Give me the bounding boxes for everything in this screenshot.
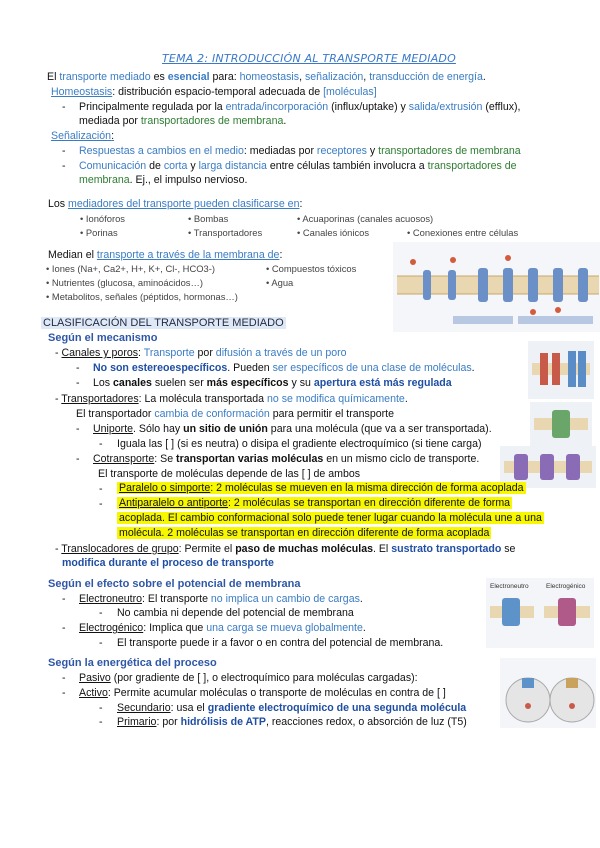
transporter-figure (530, 402, 592, 446)
electrogenico-sub-bullet: - (99, 637, 103, 649)
paralelo-text: Paralelo o simporte: 2 moléculas se mueven en la misma dirección de forma acoplada (119, 482, 524, 494)
senal-bullet-2: - (62, 160, 66, 172)
electroneutro-sub-bullet: - (99, 607, 103, 619)
transportador-line: El transportador cambia de conformación para permitir el transporte (76, 408, 394, 420)
energy-heading: Según la energética del proceso (48, 657, 217, 669)
activo-text: Activo: Permite acumular moléculas o transporte de moléculas en contra de [ ] (79, 687, 446, 699)
primario-text: Primario: por hidrólisis de ATP, reacciones redox, o absorción de luz (T5) (117, 716, 467, 728)
cotransporte-sub: El transporte de moléculas depende de las [ ] de ambos (98, 468, 361, 480)
senal-bullet-2-text: Comunicación de corta y larga distancia entre células también involucra a transportadores de (79, 160, 517, 172)
primario-bullet: - (99, 716, 103, 728)
median-item: • Agua (266, 277, 294, 288)
mediators-heading: Los mediadores del transporte pueden clasificarse en: (48, 198, 303, 210)
homeostasis-line: Homeostasis: distribución espacio-temporal adecuada de [moléculas] (51, 86, 377, 98)
homeostasis-bullet: - (62, 101, 66, 113)
electroneutro-sub-text: No cambia ni depende del potencial de membrana (117, 607, 354, 619)
median-heading: Median el transporte a través de la membrana de: (48, 249, 283, 261)
canales-bullet-2: - (76, 377, 80, 389)
energy-figure (500, 658, 596, 728)
antiparalelo-text-2: acoplada. El cambio conformacional solo puede tener lugar cuando la molécula une a una (119, 512, 542, 524)
median-item: • Compuestos tóxicos (266, 263, 357, 274)
potential-heading: Según el efecto sobre el potencial de membrana (48, 578, 301, 590)
median-item: • Nutrientes (glucosa, aminoácidos…) (46, 277, 203, 288)
median-item: • Iones (Na+, Ca2+, H+, K+, Cl-, HCO3-) (46, 263, 215, 274)
cotransporte-text: Cotransporte: Se transportan varias moléculas en un mismo ciclo de transporte. (93, 453, 480, 465)
canales-line: - Canales y poros: Transporte por difusión a través de un poro (55, 347, 347, 359)
antiparalelo-text: Antiparalelo o antiporte: 2 moléculas se transportan en dirección diferente de forma (119, 497, 511, 509)
translocadores-line: - Translocadores de grupo: Permite el paso de muchas moléculas. El sustrato transportado se (55, 543, 516, 555)
activo-bullet: - (62, 687, 66, 699)
mediator-item: • Transportadores (188, 227, 263, 238)
uniporte-bullet: - (76, 423, 80, 435)
mediator-item: • Ionóforos (80, 213, 125, 224)
intro-line: El transporte mediado es esencial para: homeostasis, señalización, transducción de energía. (47, 71, 486, 83)
canales-bullet-2-text: Los canales suelen ser más específicos y su apertura está más regulada (93, 377, 452, 389)
electrogenico-text: Electrogénico: Implica que una carga se mueva globalmente. (79, 622, 366, 634)
canales-bullet-1: - (76, 362, 80, 374)
electro-figure (486, 578, 594, 648)
mechanism-heading: Según el mecanismo (48, 332, 158, 344)
antiparalelo-text-3: molécula. 2 moléculas se transportan en dirección diferente de forma acoplada (119, 527, 490, 539)
cotransporte-bullet: - (76, 453, 80, 465)
antiparalelo-bullet: - (99, 498, 103, 510)
homeostasis-bullet-text: Principalmente regulada por la entrada/incorporación (influx/uptake) y salida/extrusión (efflux), (79, 101, 521, 113)
senalizacion-label: Señalización: (51, 130, 115, 142)
secundario-text: Secundario: usa el gradiente electroquímico de una segunda molécula (117, 702, 467, 714)
uniporte-text: Uniporte. Sólo hay un sitio de unión para una molécula (que va a ser transportada). (93, 423, 492, 435)
membrane-transport-figure (393, 242, 600, 332)
electrogenico-sub-text: El transporte puede ir a favor o en contra del potencial de membrana. (117, 637, 444, 649)
senal-bullet-2-text-2: membrana. Ej., el impulso nervioso. (79, 174, 248, 186)
pasivo-text: Pasivo (por gradiente de [ ], o electroquímico para moléculas cargadas): (79, 672, 418, 684)
uniporte-sub-bullet: - (99, 438, 103, 450)
electrogenico-label: Electrogénico (546, 583, 586, 590)
channel-figure (528, 341, 594, 399)
mediator-item: • Conexiones entre células (407, 227, 519, 238)
electroneutro-label: Electroneutro (490, 583, 529, 590)
transportadores-line: - Transportadores: La molécula transportada no se modifica químicamente. (55, 393, 408, 405)
electroneutro-bullet: - (62, 593, 66, 605)
classification-heading: CLASIFICACIÓN DEL TRANSPORTE MEDIADO (43, 317, 284, 329)
pasivo-bullet: - (62, 672, 66, 684)
uniporte-sub-text: Iguala las [ ] (si es neutra) o disipa el gradiente electroquímico (si tiene carga) (117, 438, 482, 450)
senal-bullet-1: - (62, 145, 66, 157)
senal-bullet-1-text: Respuestas a cambios en el medio: mediadas por receptores y transportadores de membrana (79, 145, 521, 157)
electroneutro-text: Electroneutro: El transporte no implica un cambio de cargas. (79, 593, 363, 605)
median-item: • Metabolitos, señales (péptidos, hormonas…) (46, 291, 238, 302)
mediator-item: • Porinas (80, 227, 118, 238)
mediator-item: • Acuaporinas (canales acuosos) (297, 213, 434, 224)
secundario-bullet: - (99, 702, 103, 714)
paralelo-bullet: - (99, 483, 103, 495)
canales-bullet-1-text: No son estereoespecíficos. Pueden ser específicos de una clase de moléculas. (93, 362, 475, 374)
electrogenico-bullet: - (62, 622, 66, 634)
mediator-item: • Canales iónicos (297, 227, 370, 238)
homeostasis-bullet-text-2: mediada por transportadores de membrana. (79, 115, 287, 127)
mediator-item: • Bombas (188, 213, 229, 224)
translocadores-line-2: modifica durante el proceso de transporte (62, 557, 274, 569)
page-title: TEMA 2: INTRODUCCIÓN AL TRANSPORTE MEDIADO (162, 52, 456, 65)
